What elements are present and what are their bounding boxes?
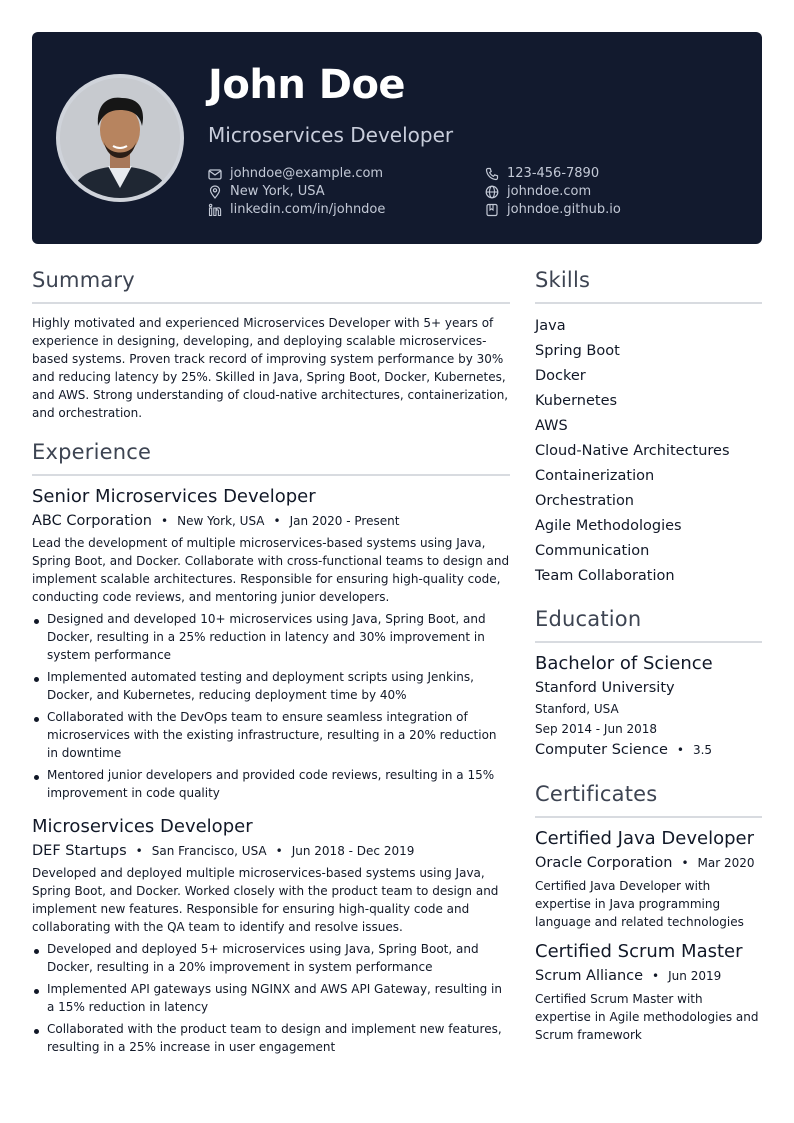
education-heading: Education (535, 607, 762, 643)
skills-list (535, 314, 762, 589)
job-meta (32, 843, 510, 859)
skill-item: Agile Methodologies (535, 518, 682, 534)
summary-heading: Summary (32, 268, 510, 304)
mail-icon (208, 167, 222, 181)
contact-phone[interactable] (485, 165, 599, 183)
job-company: ABC Corporation (32, 513, 153, 529)
education-degree: Bachelor of Science (535, 653, 713, 674)
education-field: Computer Science (535, 742, 668, 758)
skill-item: Cloud-Native Architectures (535, 443, 730, 459)
contact-github[interactable] (485, 201, 621, 219)
certificate-meta (535, 968, 762, 984)
contact-email[interactable] (208, 165, 383, 183)
job-title: Senior Microservices Developer (32, 486, 316, 507)
certificate-issuer: Scrum Alliance (535, 968, 644, 984)
separator-dot: • (275, 844, 283, 858)
contact-location (208, 183, 325, 201)
certificate-date: Mar 2020 (697, 856, 755, 870)
email-text: johndoe@example.com (230, 166, 384, 181)
candidate-name: John Doe (208, 62, 406, 108)
certificate-title: Certified Scrum Master (535, 941, 743, 962)
certificate-description: Certified Scrum Master with expertise in Agile methodologies and Scrum framework (535, 992, 759, 1042)
job-achievements (32, 940, 510, 1056)
skill-item: Orchestration (535, 493, 635, 509)
certificate-meta (535, 855, 762, 871)
job-description: Developed and deployed multiple microservices-based systems using Java, Spring Boot, and Docker. Worked closely with the product team to design and implement new features. Responsible for ensuring high-quality code and collaborating with the QA team to identify and resolve issues. (32, 866, 499, 934)
job-meta (32, 513, 510, 529)
certificates-heading: Certificates (535, 782, 762, 818)
job-company: DEF Startups (32, 843, 127, 859)
achievement-item: Collaborated with the product team to design and implement new features, resulting in a 25% increase in user engagement (32, 1020, 510, 1056)
candidate-role: Microservices Developer (208, 123, 454, 147)
certificate-issuer: Oracle Corporation (535, 855, 673, 871)
skills-heading: Skills (535, 268, 762, 304)
education-entry (535, 653, 762, 758)
achievement-item: Mentored junior developers and provided code reviews, resulting in a 15% improvement in code quality (32, 766, 510, 802)
phone-text: 123-456-7890 (507, 166, 600, 181)
job-dates: Jan 2020 - Present (289, 514, 400, 528)
resume-header (32, 32, 762, 244)
globe-icon (485, 185, 499, 199)
job-dates: Jun 2018 - Dec 2019 (291, 844, 415, 858)
summary-text: Highly motivated and experienced Microservices Developer with 5+ years of experience in designing, developing, and deploying scalable microservices-based systems. Proven track record of improving system performance by 30% and reducing latency by 25%. Skilled in Java, Spring Boot, Docker, Kubernetes, and AWS. Strong understanding of cloud-native architectures, containerization, and orchestration. (32, 316, 509, 420)
location-text: New York, USA (230, 184, 325, 199)
job-location: New York, USA (177, 514, 265, 528)
linkedin-text: linkedin.com/in/johndoe (230, 202, 386, 217)
experience-heading: Experience (32, 440, 510, 476)
separator-dot: • (652, 969, 660, 983)
contact-linkedin[interactable] (208, 201, 385, 219)
job-title: Microservices Developer (32, 816, 253, 837)
skill-item: Communication (535, 543, 650, 559)
github-text: johndoe.github.io (507, 202, 621, 217)
achievement-item: Collaborated with the DevOps team to ensure seamless integration of microservices with the existing infrastructure, resulting in a 20% reduction in downtime (32, 708, 510, 762)
job-achievements (32, 610, 510, 802)
education-gpa: 3.5 (692, 743, 713, 757)
education-location: Stanford, USA (535, 702, 619, 716)
achievement-item: Implemented API gateways using NGINX and AWS API Gateway, resulting in a 15% reduction in latency (32, 980, 510, 1016)
profile-photo (56, 74, 184, 202)
skill-item: AWS (535, 418, 568, 434)
contact-website[interactable] (485, 183, 591, 201)
job-location: San Francisco, USA (151, 844, 267, 858)
skill-item: Docker (535, 368, 586, 384)
skill-item: Team Collaboration (535, 568, 675, 584)
map-pin-icon (208, 185, 222, 199)
separator-dot: • (161, 514, 169, 528)
skill-item: Kubernetes (535, 393, 618, 409)
skill-item: Containerization (535, 468, 655, 484)
website-text: johndoe.com (507, 184, 592, 199)
certificate-date: Jun 2019 (668, 969, 722, 983)
certificate-entry-2 (535, 941, 762, 1044)
certificate-description: Certified Java Developer with expertise in Java programming language and related technologies (535, 879, 744, 929)
left-column (32, 268, 510, 1060)
certificate-title: Certified Java Developer (535, 828, 754, 849)
education-school: Stanford University (535, 680, 675, 696)
skill-item: Java (535, 318, 566, 334)
job-entry-1 (32, 486, 510, 802)
separator-dot: • (676, 743, 684, 757)
skill-item: Spring Boot (535, 343, 620, 359)
job-entry-2 (32, 816, 510, 1056)
achievement-item: Designed and developed 10+ microservices using Java, Spring Boot, and Docker, resulting in a 25% reduction in latency and 30% improvement in system performance (32, 610, 510, 664)
job-description: Lead the development of multiple microservices-based systems using Java, Spring Boot, and Docker. Collaborate with cross-functional teams to design and implement scalable architectures. Responsible for ensuring high-quality code, conducting code reviews, and mentoring junior developers. (32, 536, 510, 604)
right-column (535, 268, 762, 1044)
achievement-item: Developed and deployed 5+ microservices using Java, Spring Boot, and Docker, resulting in a 20% improvement in system performance (32, 940, 510, 976)
education-dates: Sep 2014 - Jun 2018 (535, 722, 658, 736)
phone-icon (485, 167, 499, 181)
certificate-entry-1 (535, 828, 762, 931)
linkedin-icon (208, 203, 222, 217)
separator-dot: • (273, 514, 281, 528)
achievement-item: Implemented automated testing and deployment scripts using Jenkins, Docker, and Kubernetes, reducing deployment time by 40% (32, 668, 510, 704)
education-field-row (535, 742, 762, 758)
bookmark-icon (485, 203, 499, 217)
separator-dot: • (135, 844, 143, 858)
separator-dot: • (681, 856, 689, 870)
